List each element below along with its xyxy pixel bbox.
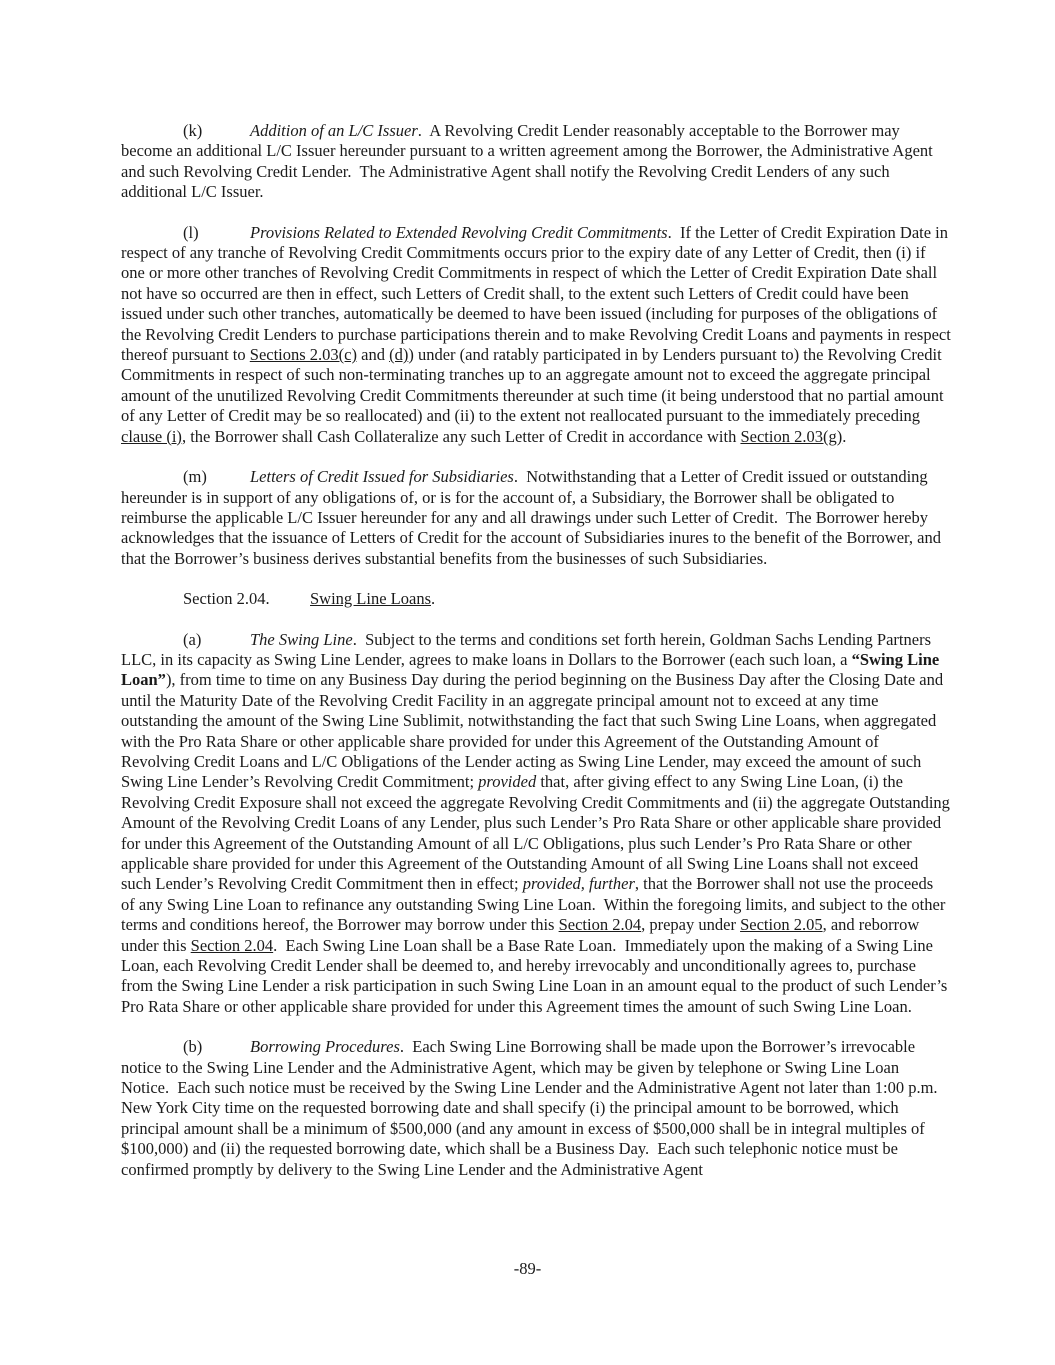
- paragraph-m-letters-of-credit-for-subsidiaries: [121, 467, 951, 569]
- text-run: Borrowing Procedures: [250, 1037, 400, 1057]
- section-reference: (d): [389, 345, 409, 365]
- text-run: ), from time to time on any Business Day during the period beginning on the Business Day after the Closing Date and until the Maturity Date of the Revolving Credit Facility in an aggregate principal amount not to exceed at any time outstanding the amount of the Swing Line Sublimit, notwithstanding the fact that such Swing Line Loans, when aggregated with the Pro Rata Share or other applicable share provided for under this Agreement of the Outstanding Amount of Revolving Credit Loans and L/C Obligations of the Lender acting as Swing Line Lender, may exceed the amount of such Swing Line Lender’s Revolving Credit Commitment;: [121, 670, 944, 792]
- section-heading-2-04-swing-line-loans: [121, 589, 951, 609]
- paragraph-label: Section 2.04.: [183, 589, 270, 609]
- text-run: , that the Borrower shall not use the proceeds of any Swing Line Loan to refinance any outstanding Swing Line Loan. Within the foregoing limits, and subject to the other terms and conditions hereof, the Borrower may borrow under this: [121, 874, 946, 935]
- section-reference: Swing Line Loans: [310, 589, 431, 609]
- paragraph-label: (k): [183, 121, 203, 140]
- text-run: ) under (and ratably participated in by Lenders pursuant to) the Revolving Credit Commitments in respect of such non-terminating tranches up to an aggregate amount not to exceed the aggregate principal amount of the unutilized Revolving Credit Commitments thereunder at such time (it being understood that no partial amount of any Letter of Credit may be so reallocated) and (ii) to the extent not reallocated pursuant to the immediately preceding: [121, 345, 944, 426]
- paragraph-a-the-swing-line: [121, 630, 951, 1018]
- text-run: “Swing Line Loan”: [121, 649, 940, 690]
- paragraph-label: (b): [183, 1037, 203, 1057]
- document-body: [121, 121, 951, 1200]
- text-run: .: [842, 426, 847, 446]
- section-reference: Section 2.04: [558, 915, 642, 935]
- text-run: The Swing Line: [250, 629, 353, 649]
- text-run: , the Borrower shall Cash Collateralize any such Letter of Credit in accordance with: [181, 426, 741, 446]
- section-reference: Section 2.03(g): [740, 426, 843, 446]
- section-reference: Section 2.04: [190, 935, 274, 955]
- text-run: provided, further: [522, 874, 635, 894]
- text-run: . If the Letter of Credit Expiration Date in respect of any tranche of Revolving Credit Commitments occurs prior to the expiry date of any Letter of Credit, then (i) if one or more other tranches of Revolving Credit Commitments in respect of which the Letter of Credit Expiration Date shall not have so occurred are then in effect, such Letters of Credit shall, to the extent such Letters of Credit could have been issued under such other tranches, automatically be deemed to have been issued (including for purposes of the obligations of the Revolving Credit Lenders to purchase participations therein and to make Revolving Credit Loans and payments in respect thereof pursuant to: [121, 222, 951, 365]
- paragraph-label: (l): [183, 222, 199, 242]
- text-run: .: [431, 589, 436, 609]
- section-reference: clause (i): [121, 426, 182, 446]
- text-run: provided: [478, 772, 537, 792]
- text-run: , prepay under: [641, 915, 741, 935]
- text-run: and: [357, 345, 390, 365]
- text-run: . Subject to the terms and conditions set forth herein, Goldman Sachs Lending Partners LLC, in its capacity as Swing Line Lender, agrees to make loans in Dollars to the Borrower (each such loan, a: [121, 629, 931, 669]
- text-run: Provisions Related to Extended Revolving Credit Commitments: [250, 222, 668, 242]
- section-reference: Sections 2.03(c): [249, 345, 357, 365]
- paragraph-b-borrowing-procedures: [121, 1037, 951, 1180]
- text-run: . Each Swing Line Borrowing shall be made upon the Borrower’s irrevocable notice to the Swing Line Lender and the Administrative Agent, which may be given by telephone or Swing Line Loan Notice. Each such notice must be received by the Swing Line Lender and the Administrative Agent not later than 1:00 p.m. New York City time on the requested borrowing date and shall specify (i) the principal amount to be borrowed, which principal amount shall be a minimum of $500,000 (and any amount in excess of $500,000 shall be in integral multiples of $100,000) and (ii) the requested borrowing date, which shall be a Business Day. Each such telephonic notice must be confirmed promptly by delivery to the Swing Line Lender and the Administrative Agent: [121, 1037, 938, 1179]
- text-run: that, after giving effect to any Swing Line Loan, (i) the Revolving Credit Exposure shall not exceed the aggregate Revolving Credit Commitments and (ii) the aggregate Outstanding Amount of the Revolving Credit Loans of any Lender, plus such Lender’s Pro Rata Share or other applicable share provided for under this Agreement of the Outstanding Amount of all L/C Obligations, plus such Lender’s Pro Rata Share or other applicable share provided for under this Agreement of the Outstanding Amount of all Swing Line Loans shall not exceed such Lender’s Revolving Credit Commitment then in effect;: [121, 772, 950, 894]
- paragraph-label: (a): [183, 629, 202, 649]
- text-run: , and reborrow under this: [121, 915, 920, 955]
- paragraph-l-extended-revolving-credit-commitments: [121, 223, 951, 447]
- text-run: . Each Swing Line Loan shall be a Base Rate Loan. Immediately upon the making of a Swing Line Loan, each Revolving Credit Lender shall be deemed to, and hereby irrevocably and unconditionally agrees to, purchase from the Swing Line Lender a risk participation in such Swing Line Loan in an amount equal to the product of such Lender’s Pro Rata Share or other applicable share provided for under this Agreement times the amount of such Swing Line Loan.: [121, 935, 948, 1016]
- section-reference: Section 2.05: [740, 915, 823, 935]
- page-number: -89-: [513, 1259, 542, 1278]
- text-run: . A Revolving Credit Lender reasonably acceptable to the Borrower may become an additional L/C Issuer hereunder pursuant to a written agreement among the Borrower, the Administrative Agent and such Revolving Credit Lender. The Administrative Agent shall notify the Revolving Credit Lenders of any such additional L/C Issuer.: [121, 121, 933, 202]
- text-run: Addition of an L/C Issuer: [250, 121, 418, 140]
- text-run: Letters of Credit Issued for Subsidiaries: [250, 467, 514, 487]
- paragraph-label: (m): [183, 467, 207, 487]
- paragraph-k-addition-of-lc-issuer: [121, 121, 951, 203]
- text-run: . Notwithstanding that a Letter of Credit issued or outstanding hereunder is in support of any obligations of, or is for the account of, a Subsidiary, the Borrower shall be obligated to reimburse the applicable L/C Issuer hereunder for any and all drawings under such Letter of Credit. The Borrower hereby acknowledges that the issuance of Letters of Credit for the account of Subsidiaries inures to the benefit of the Borrower, and that the Borrower’s business derives substantial benefits from the businesses of such Subsidiaries.: [121, 467, 941, 568]
